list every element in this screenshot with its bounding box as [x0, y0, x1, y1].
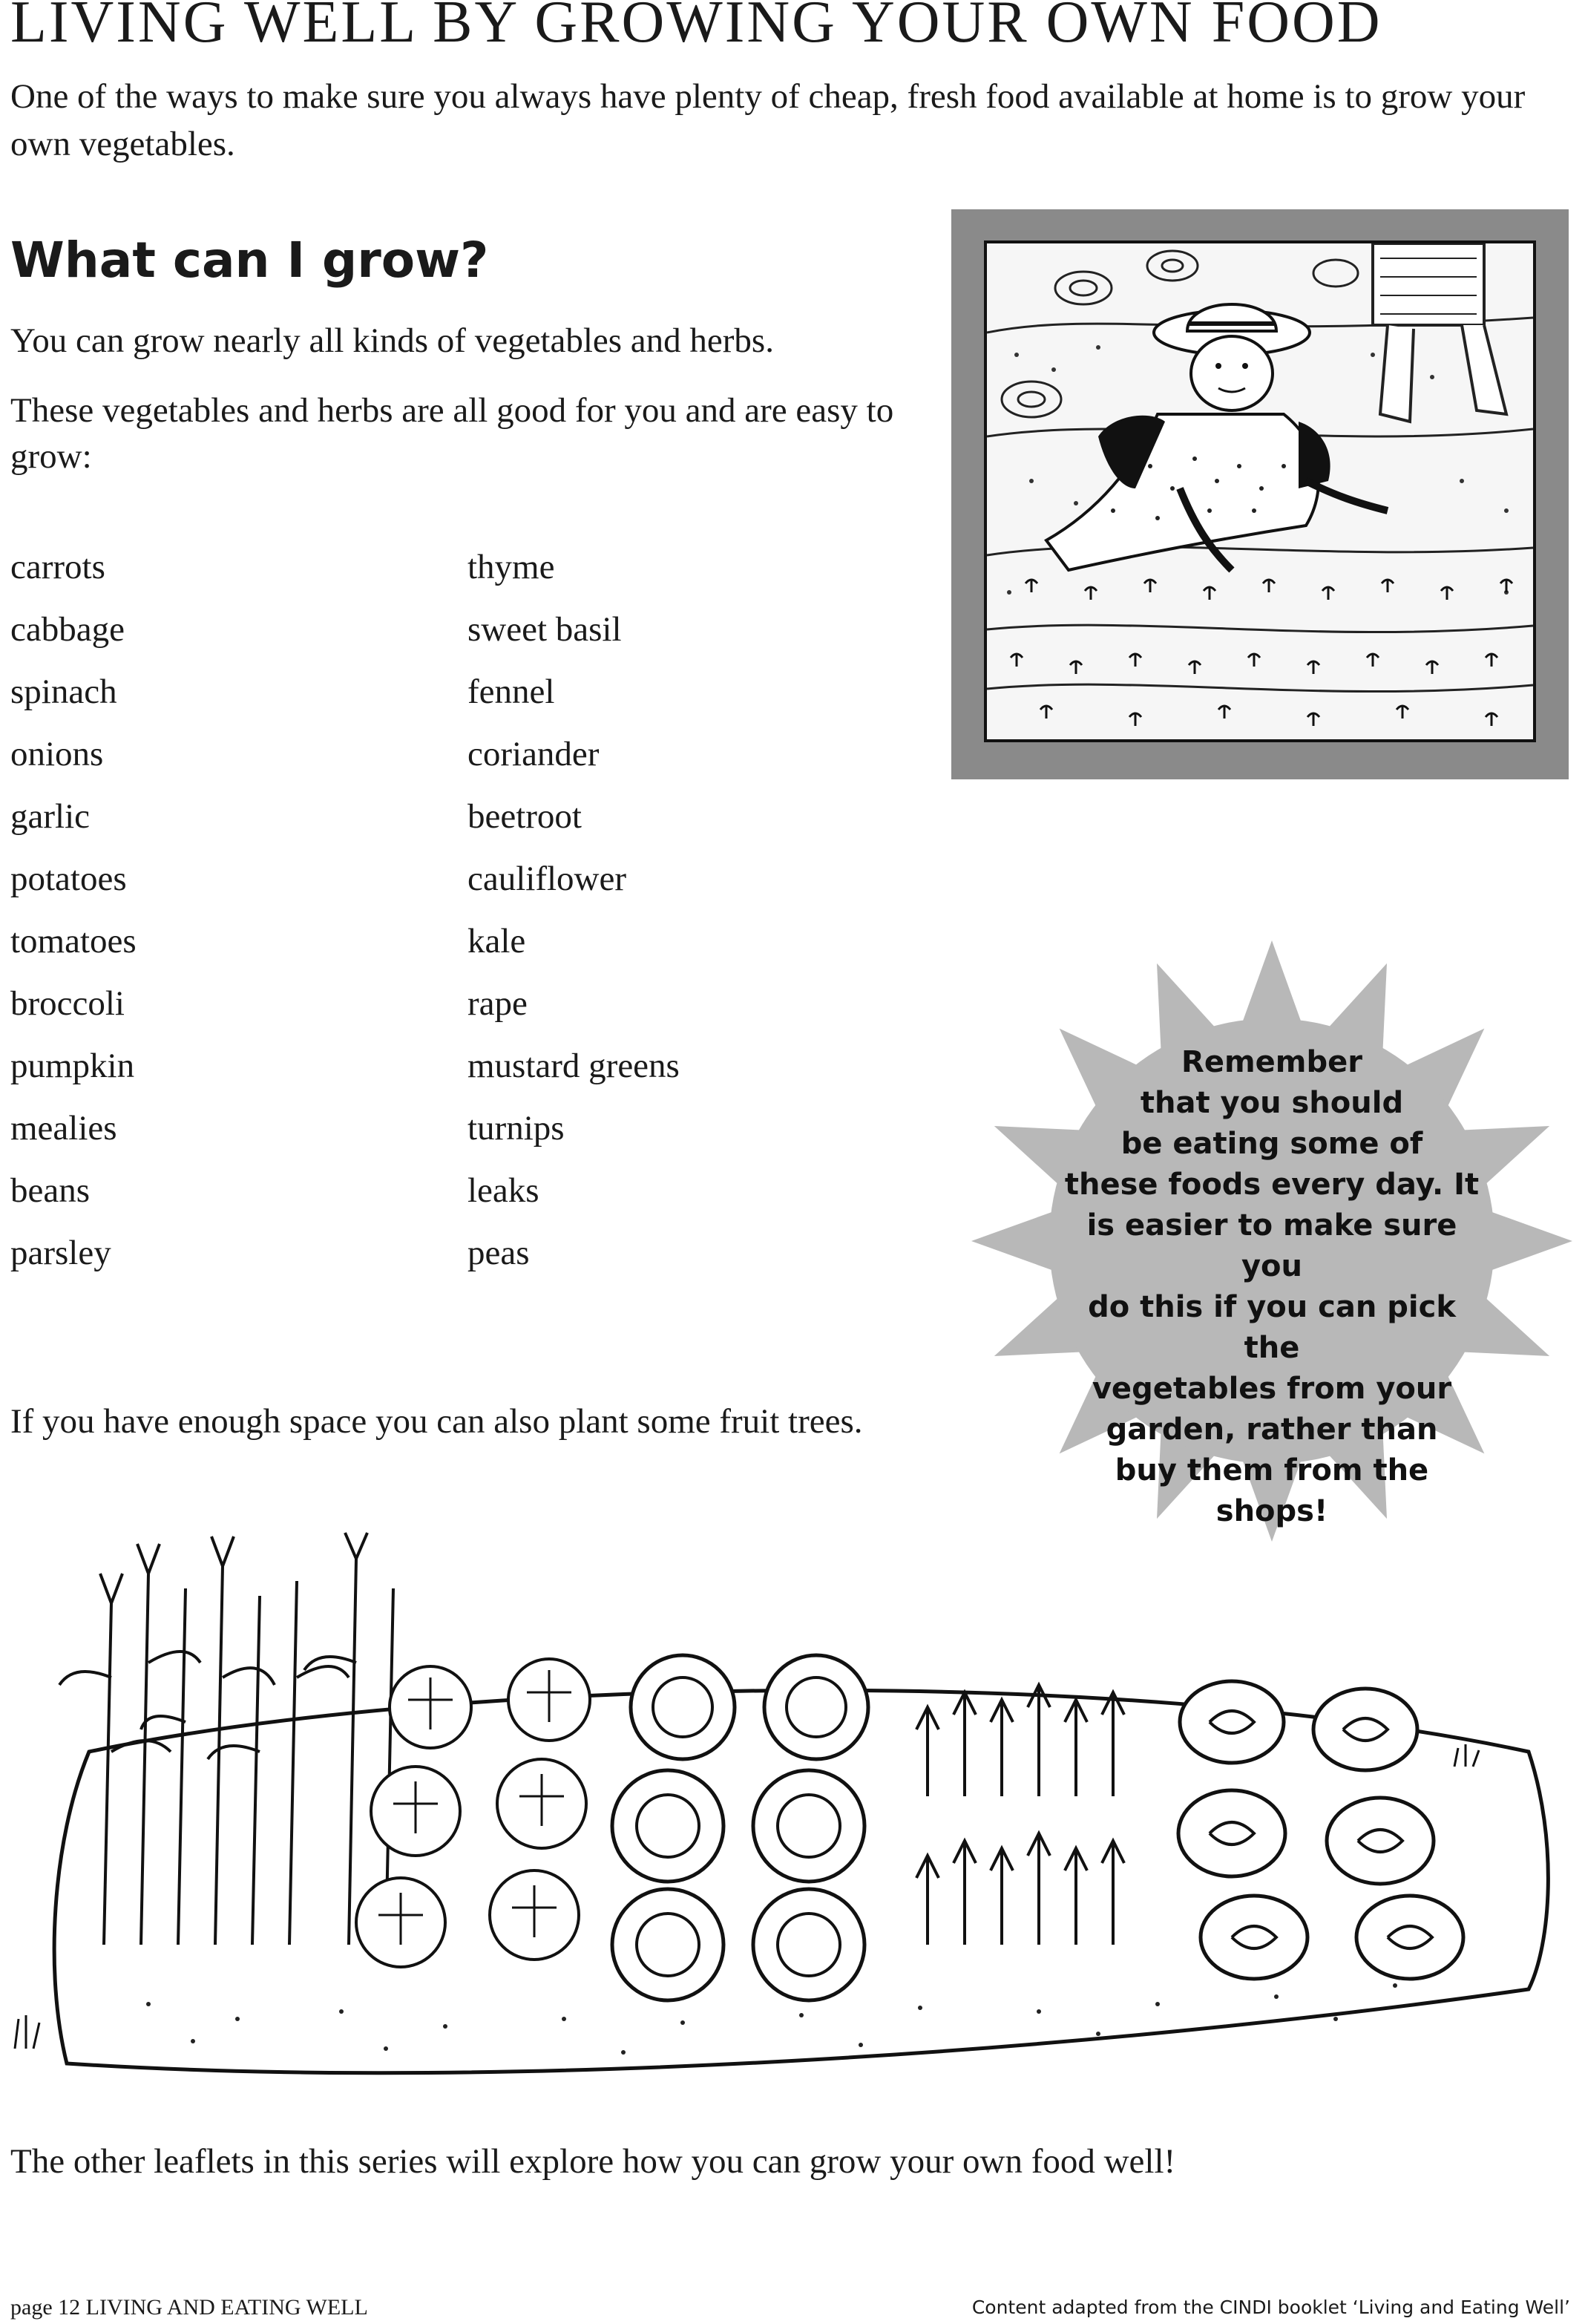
callout-line: do this if you can pick the — [1088, 1290, 1456, 1365]
intro-text-kinds: You can grow nearly all kinds of vegetables and herbs. — [10, 321, 774, 360]
footer-credit: Content adapted from the CINDI booklet ‘Living and Eating Well’ — [971, 2297, 1570, 2318]
list-item: cabbage — [10, 610, 125, 649]
intro-paragraph: One of the ways to make sure you always have plenty of cheap, fresh food available at home is to grow your own vegetables. — [10, 77, 1526, 163]
list-item: carrots — [10, 548, 105, 586]
list-item: beans — [10, 1171, 91, 1210]
callout-line: vegetables from your — [1092, 1372, 1452, 1406]
list-item: parsley — [10, 1234, 111, 1272]
callout-line: Remember — [1181, 1045, 1362, 1079]
vegetable-list-left — [10, 536, 137, 1284]
callout-line: shops! — [1215, 1494, 1328, 1528]
callout-line: is easier to make sure you — [1086, 1208, 1457, 1283]
list-item: thyme — [467, 548, 555, 586]
callout-line: buy them from the — [1115, 1453, 1429, 1487]
list-item: potatoes — [10, 860, 127, 898]
sun-callout-text — [1064, 1042, 1480, 1532]
list-item: onions — [10, 735, 104, 773]
list-item: tomatoes — [10, 922, 137, 960]
sun-ray — [1485, 1209, 1572, 1272]
list-item: cauliflower — [467, 860, 627, 898]
list-item: broccoli — [10, 984, 125, 1023]
list-item: mustard greens — [467, 1047, 680, 1085]
sun-ray — [1240, 940, 1303, 1028]
list-item: pumpkin — [10, 1047, 135, 1085]
list-item: sweet basil — [467, 610, 622, 649]
list-item: peas — [467, 1234, 530, 1272]
list-item: leaks — [467, 1171, 539, 1210]
list-item: mealies — [10, 1109, 117, 1148]
sun-ray — [971, 1209, 1059, 1272]
list-item: fennel — [467, 672, 555, 711]
list-item: turnips — [467, 1109, 565, 1148]
vegetable-garden-illustration — [0, 1529, 1585, 2093]
callout-line: be eating some of — [1120, 1127, 1423, 1161]
section-heading: What can I grow? — [10, 232, 489, 289]
page-title: LIVING WELL BY GROWING YOUR OWN FOOD — [10, 0, 1382, 55]
gardener-illustration — [984, 240, 1536, 742]
list-item: spinach — [10, 672, 117, 711]
intro-text-easy: These vegetables and herbs are all good for you and are easy to grow: — [10, 391, 894, 476]
list-item: beetroot — [467, 797, 582, 836]
gardener-illustration-frame — [951, 209, 1569, 779]
vegetable-list-right — [467, 536, 680, 1284]
footer-page-label: page 12 LIVING AND EATING WELL — [10, 2295, 368, 2320]
list-item: garlic — [10, 797, 90, 836]
callout-line: garden, rather than — [1106, 1413, 1438, 1447]
list-item: rape — [467, 984, 528, 1023]
callout-line: these foods every day. It — [1064, 1168, 1480, 1202]
closing-sentence: The other leaflets in this series will explore how you can grow your own food well! — [10, 2142, 1176, 2181]
fruit-tree-note: If you have enough space you can also plant some fruit trees. — [10, 1402, 863, 1441]
list-item: coriander — [467, 735, 600, 773]
list-item: kale — [467, 922, 526, 960]
callout-line: that you should — [1140, 1086, 1404, 1120]
